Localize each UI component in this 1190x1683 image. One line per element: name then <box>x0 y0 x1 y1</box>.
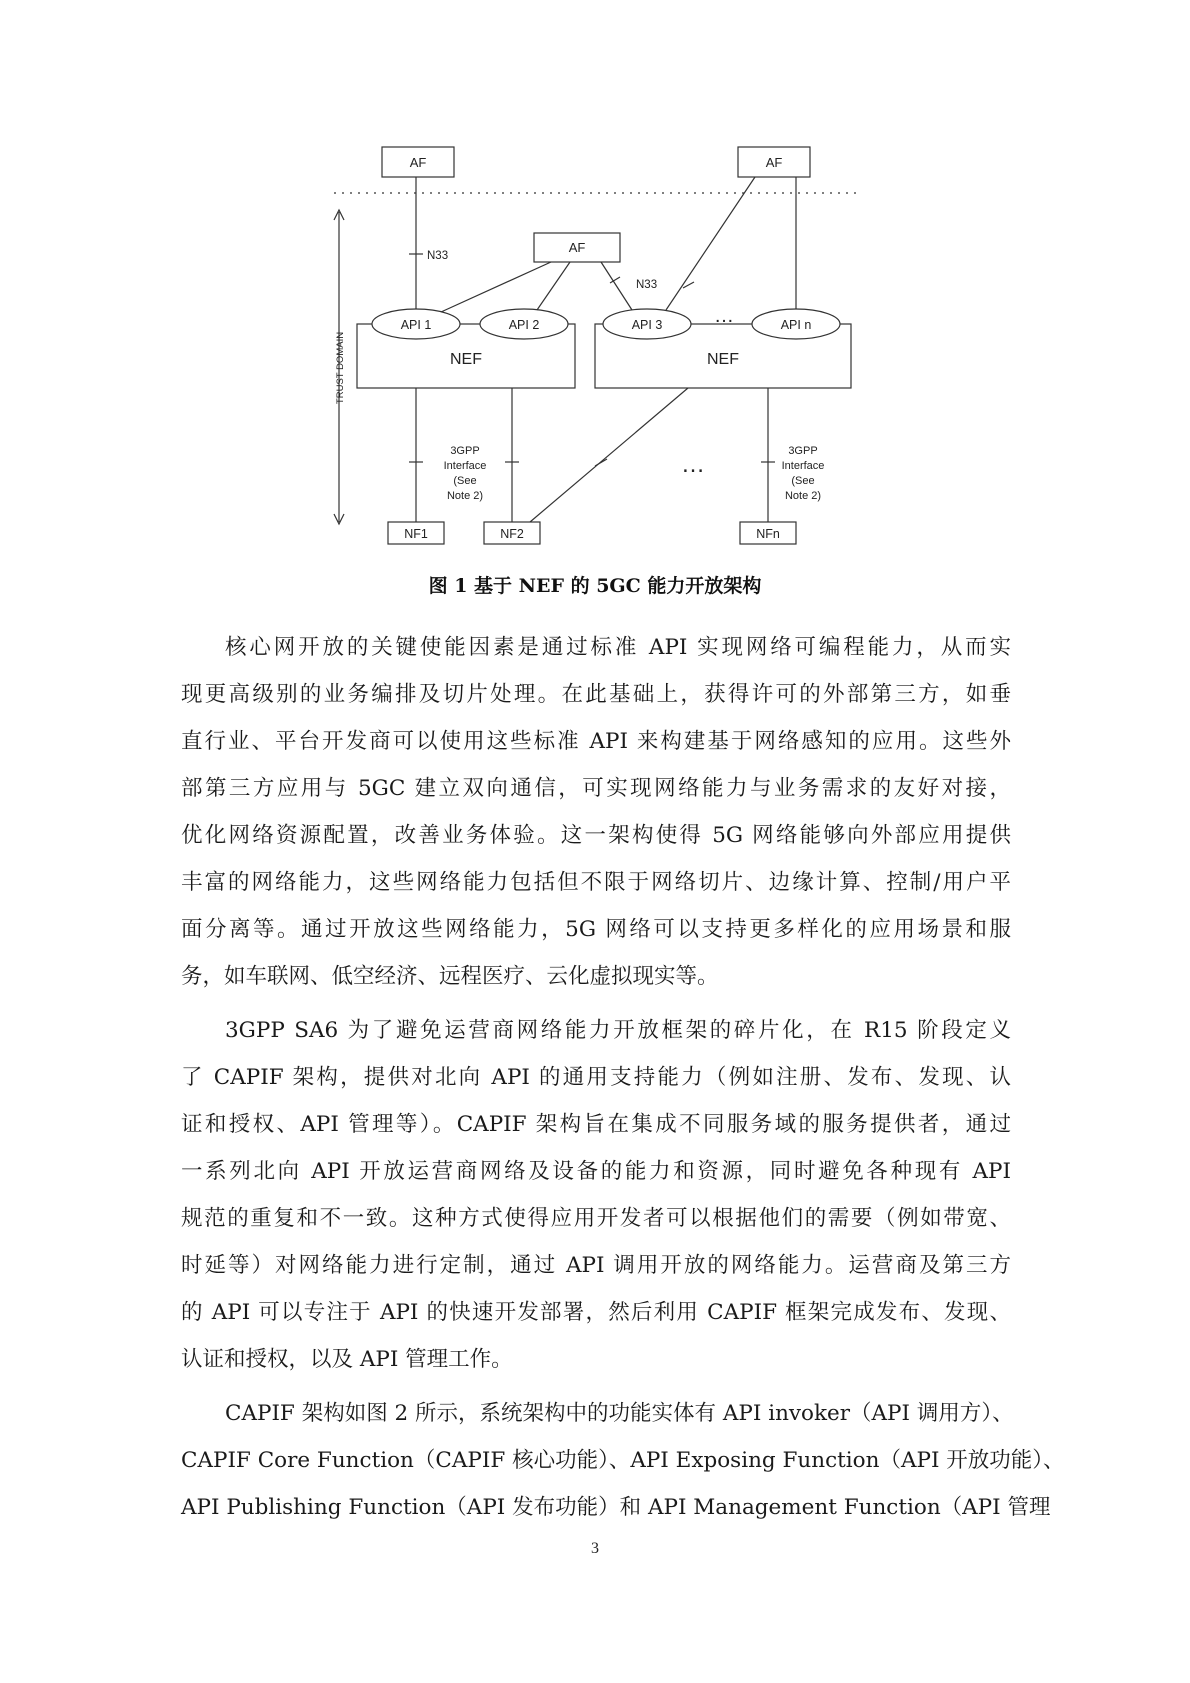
af-right-label: AF <box>765 155 783 170</box>
paragraph-line: 认证和授权，以及 API 管理工作。 <box>181 1347 513 1372</box>
nef-right-label: NEF <box>707 351 739 368</box>
apin-label: API n <box>780 318 812 332</box>
iface-left-line3: (See <box>453 475 477 487</box>
paragraph-line: 一系列北向 API 开放运营商网络及设备的能力和资源，同时避免各种现有 API <box>181 1159 1011 1184</box>
paragraph-line: 3GPP SA6 为了避免运营商网络能力开放框架的碎片化，在 R15 阶段定义 <box>225 1018 1011 1043</box>
paragraph-line: 丰富的网络能力，这些网络能力包括但不限于网络切片、边缘计算、控制/用户平 <box>181 870 1011 895</box>
nef-right-nf2-tick <box>595 459 607 466</box>
nef-right-to-nf2-line <box>530 388 688 522</box>
api2-label: API 2 <box>508 318 540 332</box>
iface-left-line2: Interface <box>443 460 487 472</box>
nef-architecture-diagram <box>0 0 1190 560</box>
paragraph-line: 部第三方应用与 5GC 建立双向通信，可实现网络能力与业务需求的友好对接， <box>181 776 1011 801</box>
af-mid-to-api3-line <box>601 262 632 310</box>
paragraph-line: 现更高级别的业务编排及切片处理。在此基础上，获得许可的外部第三方，如垂 <box>181 682 1011 707</box>
page-number: 3 <box>591 1540 599 1557</box>
iface-right-line3: (See <box>791 475 815 487</box>
paragraph-1 <box>181 624 1011 1000</box>
af-left-label: AF <box>409 155 427 170</box>
paragraph-line: CAPIF Core Function（CAPIF 核心功能）、API Exposing Function（API 开放功能）、 <box>181 1448 1065 1473</box>
af-mid-label: AF <box>568 240 586 255</box>
af-right-to-api3-line <box>666 177 755 310</box>
iface-left-line1: 3GPP <box>450 445 480 457</box>
paragraph-line: 直行业、平台开发商可以使用这些标准 API 来构建基于网络感知的应用。这些外 <box>181 729 1011 754</box>
paragraph-3 <box>181 1390 1065 1531</box>
paragraph-line: 的 API 可以专注于 API 的快速开发部署，然后利用 CAPIF 框架完成发布、发现、 <box>181 1300 1011 1325</box>
figure-caption: 图 1 基于 NEF 的 5GC 能力开放架构 <box>428 575 762 597</box>
paragraph-line: API Publishing Function（API 发布功能）和 API Management Function（API 管理 <box>181 1495 1051 1520</box>
nef-architecture-figure <box>0 0 1190 560</box>
paragraph-line: 务，如车联网、低空经济、远程医疗、云化虚拟现实等。 <box>181 964 719 989</box>
paragraph-2 <box>181 1007 1011 1383</box>
af-mid-to-api2-line <box>537 262 570 310</box>
iface-right-line4: Note 2) <box>784 490 822 502</box>
api3-label: API 3 <box>631 318 663 332</box>
paragraph-line: 了 CAPIF 架构，提供对北向 API 的通用支持能力（例如注册、发布、发现、认 <box>181 1065 1011 1090</box>
trust-domain-label: TRUST DOMAIN <box>335 331 346 405</box>
paragraph-line: CAPIF 架构如图 2 所示，系统架构中的功能实体有 API invoker（API 调用方）、 <box>225 1401 1014 1426</box>
api1-label: API 1 <box>400 318 432 332</box>
nf1-label: NF1 <box>404 527 428 541</box>
paragraph-line: 时延等）对网络能力进行定制，通过 API 调用开放的网络能力。运营商及第三方 <box>181 1253 1011 1278</box>
dots-bottom: … <box>681 451 705 478</box>
nfn-label: NFn <box>756 527 780 541</box>
paragraph-line: 证和授权、API 管理等）。CAPIF 架构旨在集成不同服务域的服务提供者，通过 <box>181 1112 1011 1137</box>
af-mid-to-api1-line <box>441 262 551 312</box>
dots-top: … <box>714 305 734 327</box>
n33-mid-label: N33 <box>636 279 658 291</box>
paragraph-line: 规范的重复和不一致。这种方式使得应用开发者可以根据他们的需要（例如带宽、 <box>181 1206 1011 1231</box>
iface-left-line4: Note 2) <box>446 490 484 502</box>
iface-right-line2: Interface <box>781 460 825 472</box>
iface-right-line1: 3GPP <box>788 445 818 457</box>
nf2-label: NF2 <box>500 527 524 541</box>
paragraph-line: 核心网开放的关键使能因素是通过标准 API 实现网络可编程能力，从而实 <box>225 635 1011 660</box>
paragraph-line: 优化网络资源配置，改善业务体验。这一架构使得 5G 网络能够向外部应用提供 <box>181 823 1011 848</box>
n33-left-label: N33 <box>427 250 449 262</box>
paragraph-line: 面分离等。通过开放这些网络能力，5G 网络可以支持更多样化的应用场景和服 <box>181 917 1011 942</box>
nef-left-label: NEF <box>450 351 482 368</box>
